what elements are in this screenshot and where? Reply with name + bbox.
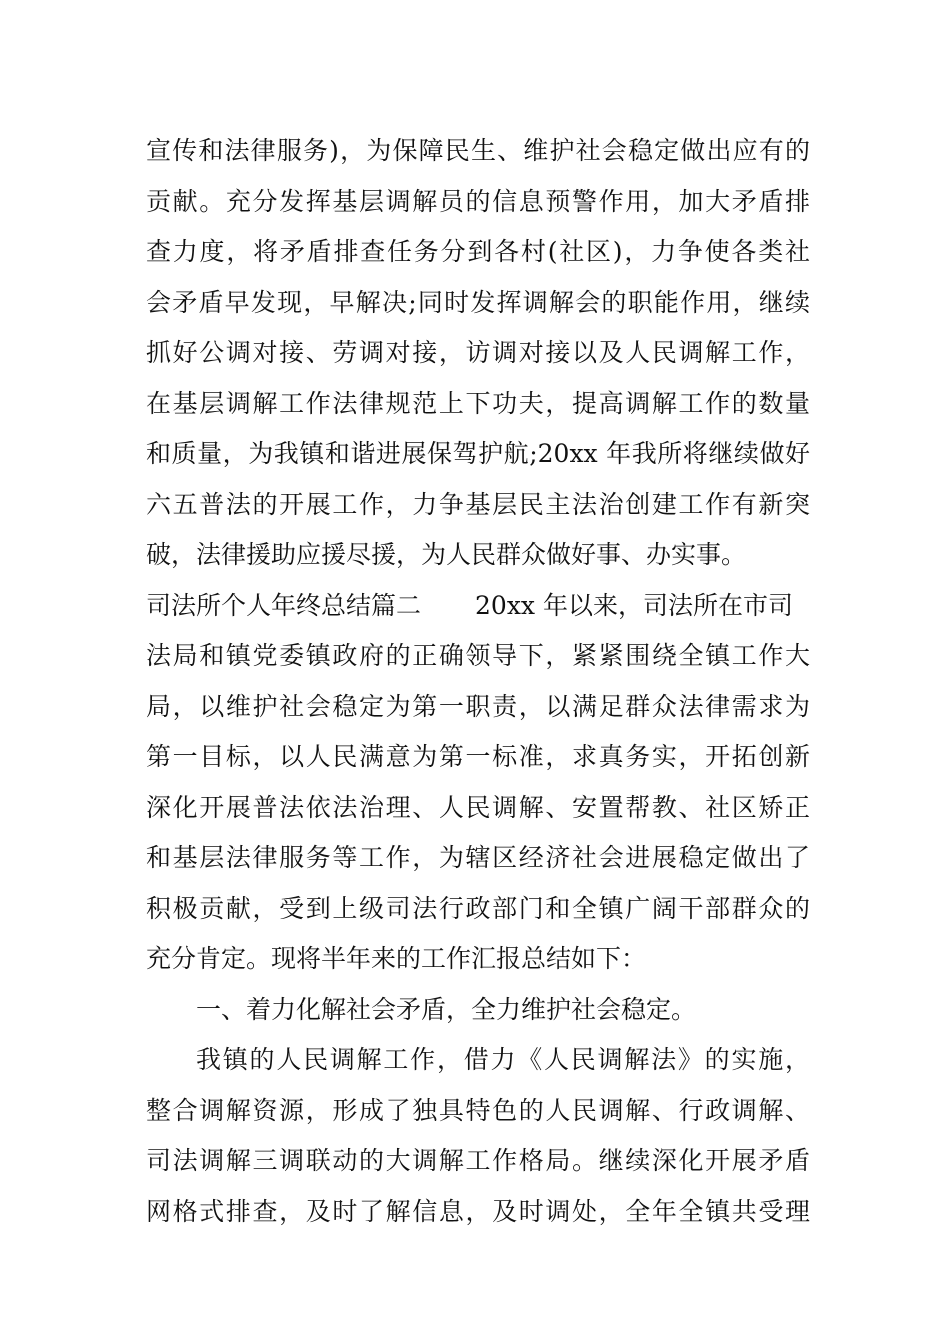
text-line: 整合调解资源，形成了独具特色的人民调解、行政调解、: [146, 1095, 810, 1125]
text-line: 六五普法的开展工作，力争基层民主法治创建工作有新突: [146, 489, 810, 519]
text-line: 在基层调解工作法律规范上下功夫，提高调解工作的数量: [146, 388, 810, 418]
text-line: 积极贡献，受到上级司法行政部门和全镇广阔干部群众的: [146, 893, 810, 923]
text-line: 宣传和法律服务)，为保障民生、维护社会稳定做出应有的: [146, 136, 810, 165]
text-line: 我镇的人民调解工作，借力《人民调解法》的实施，: [196, 1045, 810, 1074]
text-line: 充分肯定。现将半年来的工作汇报总结如下：: [146, 944, 647, 973]
text-line: 会矛盾早发现，早解决;同时发挥调解会的职能作用，继续: [146, 287, 810, 317]
subsection-heading: 一、着力化解社会矛盾，全力维护社会稳定。: [196, 994, 697, 1024]
text-line: 和质量，为我镇和谐进展保驾护航;20xx 年我所将继续做好: [146, 439, 810, 468]
text-line: 网格式排查，及时了解信息，及时调处，全年全镇共受理: [146, 1196, 810, 1226]
text-line: 查力度，将矛盾排查任务分到各村(社区)，力争使各类社: [146, 237, 810, 266]
text-line: 第一目标，以人民满意为第一标准，求真务实，开拓创新: [146, 742, 810, 771]
text-line: 和基层法律服务等工作，为辖区经济社会进展稳定做出了: [146, 843, 810, 872]
text-line: 深化开展普法依法治理、人民调解、安置帮教、社区矫正: [146, 792, 810, 822]
text-line: 局，以维护社会稳定为第一职责，以满足群众法律需求为: [146, 691, 810, 721]
text-line: 破，法律援助应援尽援，为人民群众做好事、办实事。: [146, 540, 747, 569]
text-line: 法局和镇党委镇政府的正确领导下，紧紧围绕全镇工作大: [146, 641, 810, 670]
text-line: 贡献。充分发挥基层调解员的信息预警作用，加大矛盾排: [146, 186, 810, 216]
text-line: 司法调解三调联动的大调解工作格局。继续深化开展矛盾: [146, 1146, 810, 1175]
section-title: 司法所个人年终总结篇二: [146, 590, 422, 620]
text-line: 抓好公调对接、劳调对接，访调对接以及人民调解工作，: [146, 338, 810, 367]
section-title-line: [146, 581, 810, 632]
section-opening: 20xx 年以来，司法所在市司: [475, 590, 793, 620]
document-body: [146, 126, 810, 1237]
